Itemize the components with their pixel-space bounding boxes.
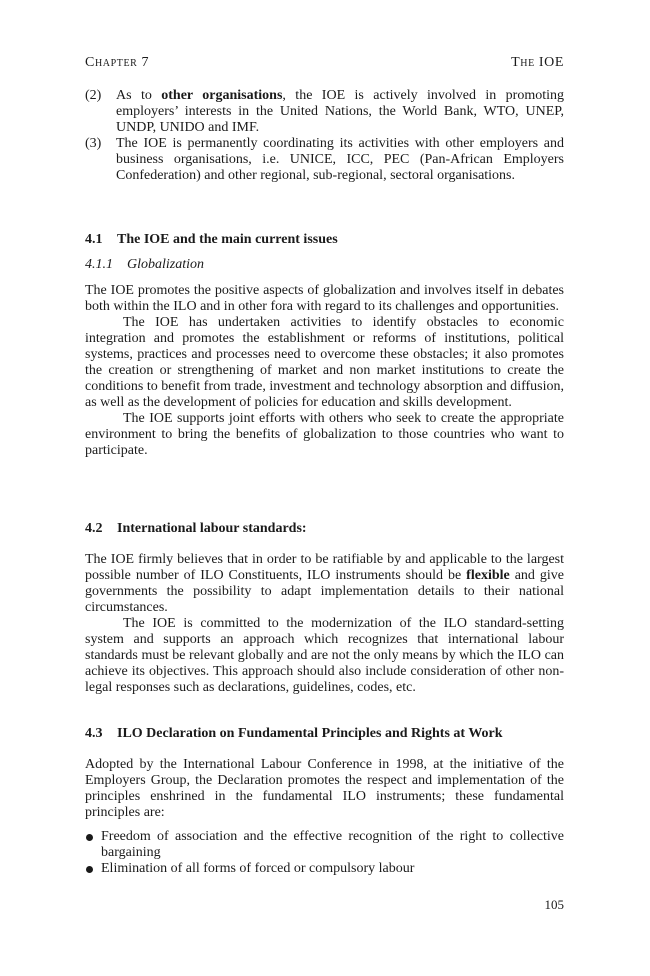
item-rest: , the IOE is actively involved in promoting employers’ interests in the United Nations, the World Bank, WTO, UNEP, UNDP, UNIDO and IMF.	[116, 88, 564, 135]
paragraph-rest: and give governments the possibility to adapt implementation details to their national circumstances.	[85, 568, 564, 615]
subsection-heading-4-1-1	[85, 257, 564, 273]
running-head-title: The IOE	[511, 55, 564, 70]
section-title: International labour standards:	[117, 521, 307, 536]
section-4-1-body	[85, 283, 564, 459]
subsection-number: 4.1.1	[85, 257, 113, 272]
item-text: The IOE is permanently coordinating its activities with other employers and business organisations, i.e. UNICE, ICC, PEC (Pan-African Employers Confederation) and other regional, sub-regional, sectoral organisations.	[116, 136, 564, 183]
subsection-title: Globalization	[127, 257, 205, 272]
section-title: ILO Declaration on Fundamental Principles and Rights at Work	[117, 726, 503, 741]
section-number: 4.2	[85, 521, 103, 536]
paragraph: The IOE has undertaken activities to identify obstacles to economic integration and promotes the establishment or reforms of institutions, political systems, practices and processes need to overcome these obstacles; it also promotes the creation or strengthening of market and non market institutions to create the conditions to benefit from trade, investment and technology absorption and diffusion, as well as the development of policies for education and skills development.	[85, 315, 564, 410]
page-number: 105	[544, 897, 564, 912]
running-head-chapter: Chapter 7	[85, 55, 150, 70]
numbered-item	[85, 136, 564, 184]
section-4-3-body	[85, 757, 564, 877]
section-heading-4-1	[85, 232, 564, 248]
paragraph: The IOE supports joint efforts with others who seek to create the appropriate environment to bring the benefits of globalization to those countries who want to participate.	[85, 411, 564, 458]
bold-term: flexible	[466, 568, 510, 583]
item-bold-term: other organisations	[161, 88, 283, 103]
paragraph	[85, 552, 564, 616]
bullet-icon	[86, 866, 93, 873]
paragraph: The IOE is committed to the modernization of the ILO standard-setting system and supports an approach which recognizes that international labour standards must be relevant globally and are not the only means by which the ILO can achieve its objectives. This approach should also include consideration of other non-legal responses such as declarations, guidelines, codes, etc.	[85, 616, 564, 695]
list-item-text: Freedom of association and the effective recognition of the right to collective bargaining	[101, 829, 564, 860]
bullet-list	[85, 829, 564, 877]
item-marker: (2)	[85, 88, 102, 103]
section-heading-4-3	[85, 726, 564, 742]
bullet-icon	[86, 834, 93, 841]
list-item-text: Elimination of all forms of forced or compulsory labour	[101, 861, 415, 876]
paragraph: The IOE promotes the positive aspects of globalization and involves itself in debates both within the ILO and in other fora with regard to its challenges and opportunities.	[85, 283, 564, 314]
section-title: The IOE and the main current issues	[117, 232, 338, 247]
item-lead: As to	[116, 88, 162, 103]
section-number: 4.1	[85, 232, 103, 247]
list-item	[85, 829, 564, 861]
section-heading-4-2	[85, 521, 564, 537]
numbered-list	[85, 88, 564, 184]
paragraph-lead: The IOE firmly believes that in order to be ratifiable by and applicable to the largest possible number of ILO Constituents, ILO instruments should be	[85, 552, 564, 583]
section-number: 4.3	[85, 726, 103, 741]
section-4-2-body	[85, 552, 564, 696]
item-marker: (3)	[85, 136, 102, 151]
list-item	[85, 861, 564, 877]
numbered-item	[85, 88, 564, 136]
paragraph: Adopted by the International Labour Conference in 1998, at the initiative of the Employers Group, the Declaration promotes the respect and implementation of the principles enshrined in the fundamental ILO instruments; these fundamental principles are:	[85, 757, 564, 820]
running-head	[85, 55, 564, 73]
